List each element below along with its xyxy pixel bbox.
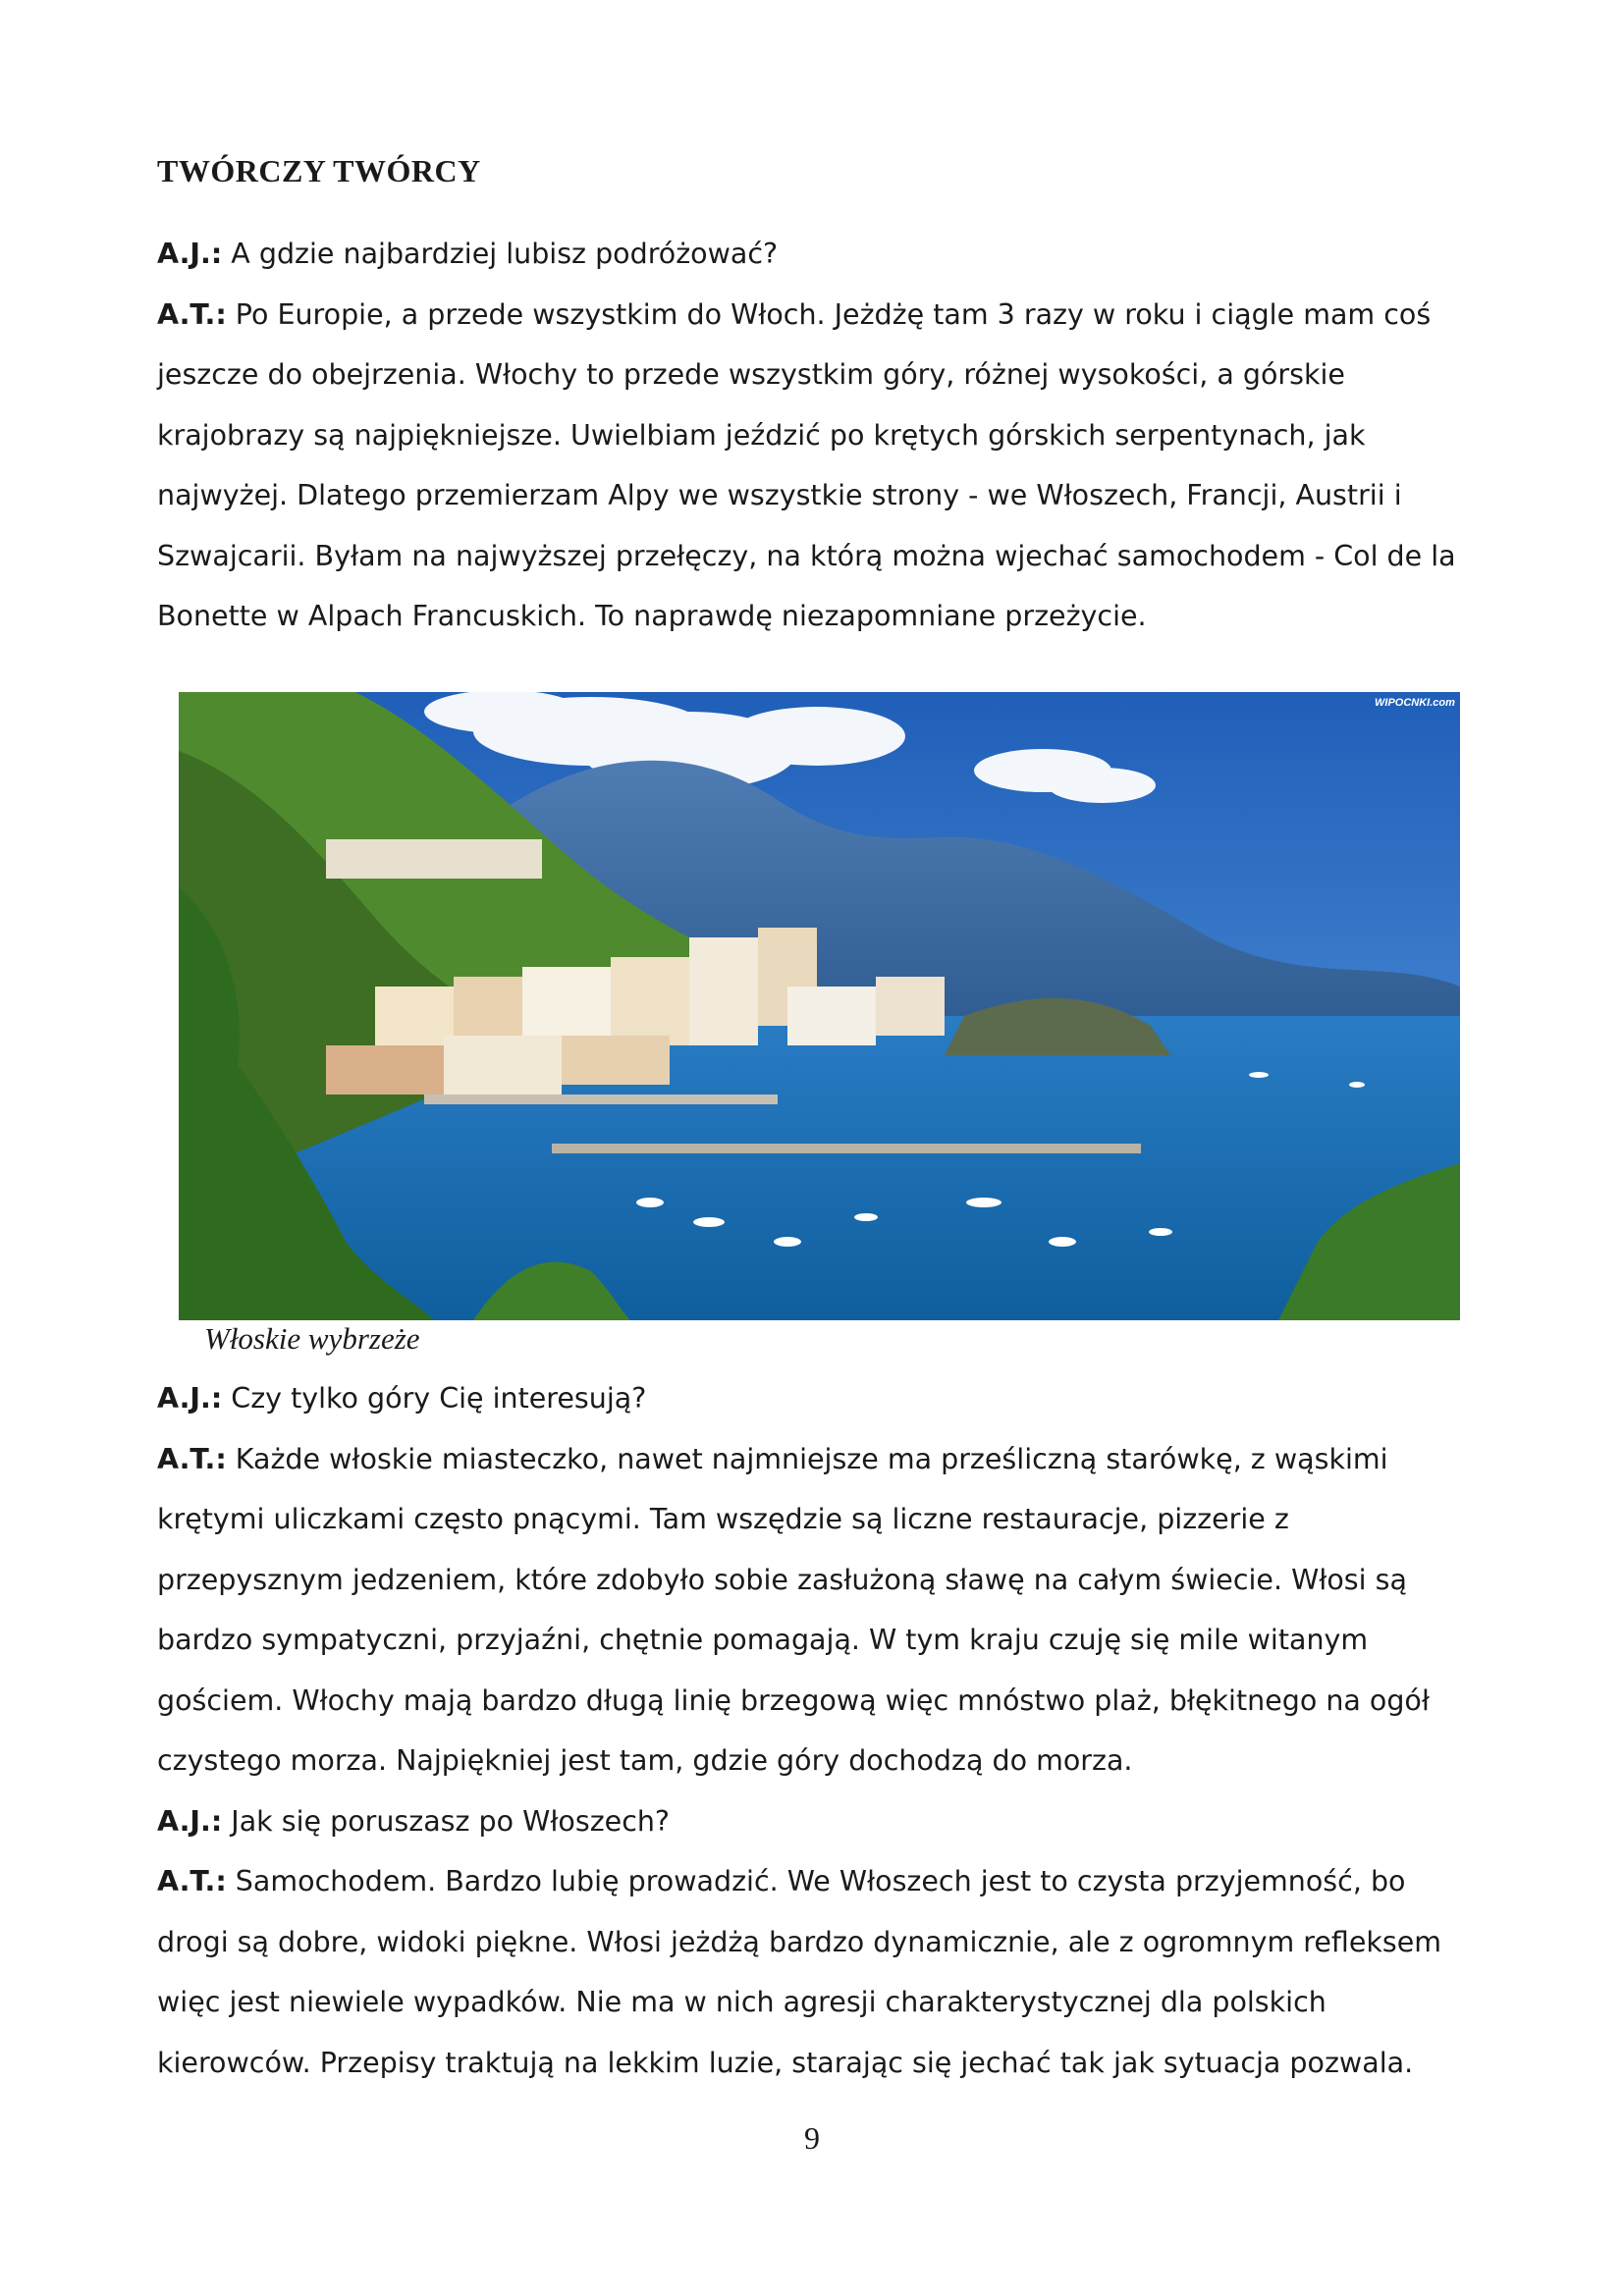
harbor-pier bbox=[552, 1144, 1141, 1153]
figure-caption: Włoskie wybrzeże bbox=[204, 1321, 420, 1356]
speaker-label: A.T.: bbox=[157, 1442, 227, 1475]
speaker-label: A.T.: bbox=[157, 297, 227, 331]
watermark: WIPOCNKI.com bbox=[1375, 697, 1455, 709]
question-paragraph bbox=[157, 1791, 1473, 1852]
question-paragraph bbox=[157, 224, 1473, 285]
harbor-pier bbox=[424, 1095, 778, 1104]
page-title: TWÓRCZY TWÓRCY bbox=[157, 153, 481, 188]
amalfi-coast-photo bbox=[179, 692, 1460, 1320]
interview-part-1 bbox=[157, 224, 1473, 647]
question-paragraph bbox=[157, 1368, 1473, 1429]
speaker-label: A.J.: bbox=[157, 1382, 223, 1415]
paragraph-text: Każde włoskie miasteczko, nawet najmniejsze ma prześliczną starówkę, z wąskimi krętymi uliczkami często pnącymi. Tam wszędzie są liczne restauracje, pizzerie z przepysznym jedzeniem, które zdobyło sobie zasłużoną sławę na całym świecie. Włosi są bardzo sympatyczni, przyjaźni, chętnie pomagają. W tym kraju czuję się mile witanym gościem. Włochy mają bardzo długą linię brzegową więc mnóstwo plaż, błękitnego na ogół czystego morza. Najpiękniej jest tam, gdzie góry dochodzą do morza. bbox=[157, 1442, 1430, 1777]
answer-paragraph bbox=[157, 1851, 1473, 2093]
answer-paragraph bbox=[157, 285, 1473, 647]
paragraph-text: Samochodem. Bardzo lubię prowadzić. We Włoszech jest to czysta przyjemność, bo drogi są dobre, widoki piękne. Włosi jeżdżą bardzo dynamicznie, ale z ogromnym refleksem więc jest niewiele wypadków. Nie ma w nich agresji charakterystycznej dla polskich kierowców. Przepisy traktują na lekkim luzie, starając się jechać tak jak sytuacja pozwala. bbox=[157, 1865, 1442, 2079]
paragraph-text: A gdzie najbardziej lubisz podróżować? bbox=[222, 238, 779, 270]
page-number: 9 bbox=[804, 2120, 820, 2156]
speaker-label: A.T.: bbox=[157, 1865, 227, 1897]
paragraph-text: Jak się poruszasz po Włoszech? bbox=[222, 1804, 671, 1838]
speaker-label: A.J.: bbox=[157, 238, 223, 270]
speaker-label: A.J.: bbox=[157, 1804, 223, 1838]
paragraph-text: Czy tylko góry Cię interesują? bbox=[222, 1382, 647, 1415]
interview-part-2 bbox=[157, 1368, 1473, 2093]
paragraph-text: Po Europie, a przede wszystkim do Włoch. Jeżdżę tam 3 razy w roku i ciągle mam coś jeszcze do obejrzenia. Włochy to przede wszystkim góry, różnej wysokości, a górskie krajobrazy są najpiękniejsze. Uwielbiam jeździć po krętych górskich serpentynach, jak najwyżej. Dlatego przemierzam Alpy we wszystkie strony - we Włoszech, Francji, Austrii i Szwajcarii. Byłam na najwyższej przełęczy, na którą można wjechać samochodem - Col de la Bonette w Alpach Francuskich. To naprawdę niezapomniane przeżycie. bbox=[157, 297, 1456, 632]
answer-paragraph bbox=[157, 1429, 1473, 1791]
